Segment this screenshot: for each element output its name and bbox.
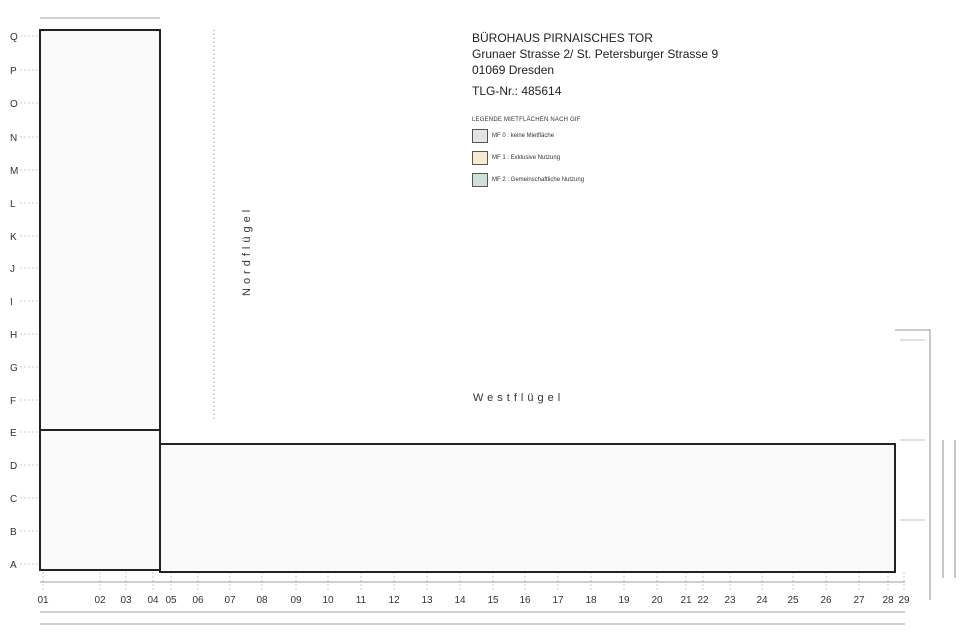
north-wing-label: Nordflügel	[241, 205, 253, 296]
row-label: N	[10, 133, 18, 144]
column-label: 09	[290, 595, 302, 606]
walls	[40, 30, 930, 600]
building-name: BÜROHAUS PIRNAISCHES TOR	[472, 31, 653, 45]
row-label: K	[10, 232, 17, 243]
column-label: 21	[680, 595, 692, 606]
legend-swatch	[472, 129, 488, 143]
column-label: 02	[94, 595, 106, 606]
north-wing-outline	[40, 30, 160, 430]
row-label: D	[10, 461, 18, 472]
column-label: 24	[756, 595, 768, 606]
column-label: 12	[388, 595, 400, 606]
column-label: 03	[120, 595, 132, 606]
row-label: P	[10, 66, 17, 77]
west-wing-label: Westflügel	[473, 392, 565, 404]
address: Grunaer Strasse 2/ St. Petersburger Strasse 9	[472, 47, 719, 61]
column-label: 20	[651, 595, 663, 606]
column-label: 18	[585, 595, 597, 606]
row-label: E	[10, 428, 17, 439]
row-label: F	[10, 396, 17, 407]
tlg-number: TLG-Nr.: 485614	[472, 84, 562, 98]
column-label: 25	[787, 595, 799, 606]
column-label: 13	[421, 595, 433, 606]
title-block	[472, 30, 718, 78]
column-label: 10	[322, 595, 334, 606]
row-label: I	[10, 297, 13, 308]
column-label: 06	[192, 595, 204, 606]
row-label: C	[10, 494, 18, 505]
row-label: M	[10, 166, 19, 177]
legend-label: MF 0 : keine Mietfläche	[492, 133, 555, 139]
column-label: 28	[882, 595, 894, 606]
legend-title: LEGENDE MIETFLÄCHEN NACH GIF	[472, 117, 581, 123]
column-label: 29	[898, 595, 910, 606]
column-label: 27	[853, 595, 865, 606]
column-label: 22	[697, 595, 709, 606]
row-label: G	[10, 363, 18, 374]
legend-item-mf1	[472, 151, 584, 165]
legend-item-mf2	[472, 173, 584, 187]
grid-row-labels	[10, 32, 18, 571]
row-label: J	[10, 264, 15, 275]
column-label: 19	[618, 595, 630, 606]
west-wing-outline	[160, 444, 895, 572]
column-label: 08	[256, 595, 268, 606]
south-block-outline	[40, 430, 160, 570]
column-label: 14	[454, 595, 466, 606]
column-label: 11	[355, 595, 367, 606]
legend-item-mf0	[472, 129, 584, 143]
city: 01069 Dresden	[472, 63, 555, 77]
legend-label: MF 1 : Exklusive Nutzung	[492, 155, 561, 161]
row-label: B	[10, 527, 17, 538]
row-label: L	[10, 199, 16, 210]
row-label: A	[10, 560, 17, 571]
column-label: 15	[487, 595, 499, 606]
grid-column-labels	[37, 595, 910, 606]
column-label: 23	[724, 595, 736, 606]
legend-label: MF 2 : Gemeinschaftliche Nutzung	[492, 177, 585, 183]
adjacent-building	[900, 340, 925, 520]
column-label: 26	[820, 595, 832, 606]
legend	[472, 117, 584, 195]
column-label: 05	[165, 595, 177, 606]
legend-swatch	[472, 173, 488, 187]
legend-swatch	[472, 151, 488, 165]
column-label: 16	[519, 595, 531, 606]
column-label: 17	[552, 595, 564, 606]
column-label: 07	[224, 595, 236, 606]
column-label: 04	[147, 595, 159, 606]
column-label: 01	[37, 595, 49, 606]
row-label: O	[10, 99, 18, 110]
row-label: H	[10, 330, 18, 341]
adjacent-building	[895, 330, 930, 600]
row-label: Q	[10, 32, 18, 43]
